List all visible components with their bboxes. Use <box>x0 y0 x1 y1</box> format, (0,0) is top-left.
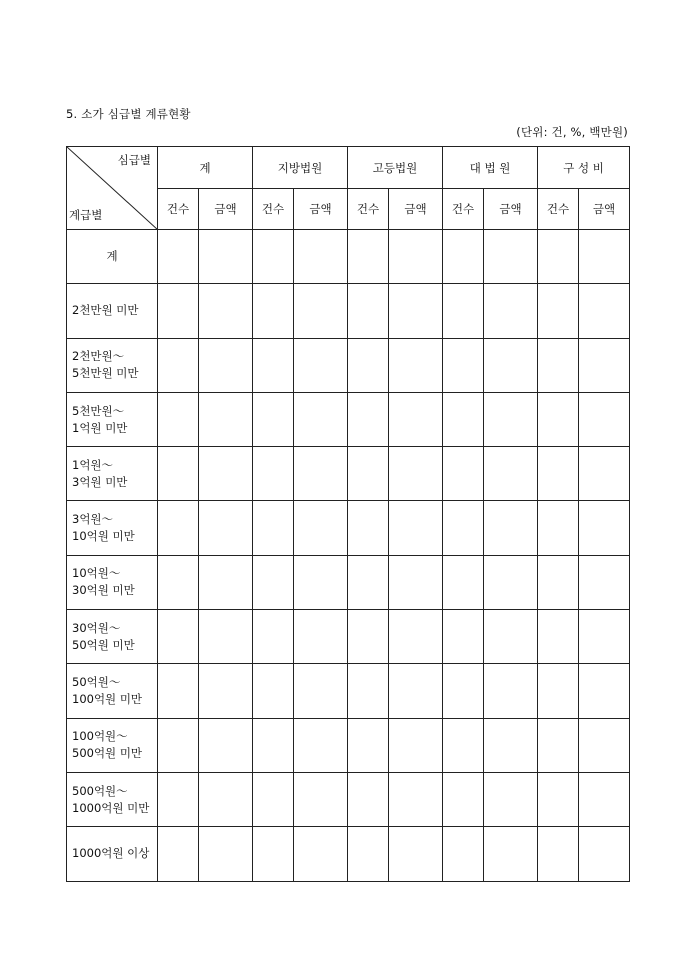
cell-amount <box>294 284 348 338</box>
cell-amount <box>199 338 253 392</box>
cell-count <box>538 392 579 446</box>
header-row-1 <box>67 147 630 189</box>
cell-count <box>443 555 484 609</box>
unit-note: (단위: 건, %, 백만원) <box>516 125 628 139</box>
subheader-count: 건수 <box>538 189 579 230</box>
cell-count <box>158 338 199 392</box>
cell-count <box>158 664 199 718</box>
cell-amount <box>199 555 253 609</box>
cell-amount <box>199 230 253 284</box>
subheader-amount: 금액 <box>579 189 630 230</box>
cell-count <box>443 610 484 664</box>
cell-amount <box>294 555 348 609</box>
cell-amount <box>579 284 630 338</box>
page-title: 5. 소가 심급별 계류현황 <box>66 107 191 121</box>
cell-amount <box>294 338 348 392</box>
cell-count <box>443 338 484 392</box>
cell-amount <box>484 827 538 881</box>
cell-count <box>443 284 484 338</box>
cell-count <box>538 230 579 284</box>
cell-count <box>158 447 199 501</box>
cell-count <box>348 610 389 664</box>
cell-amount <box>484 392 538 446</box>
row-label-line2: 1000억원 미만 <box>72 800 150 815</box>
cell-count <box>348 392 389 446</box>
cell-amount <box>484 230 538 284</box>
cell-count <box>538 284 579 338</box>
cell-count <box>253 610 294 664</box>
subheader-amount: 금액 <box>389 189 443 230</box>
row-label-line1: 1억원～ <box>72 457 114 472</box>
cell-amount <box>294 447 348 501</box>
row-label-line1: 10억원～ <box>72 566 121 581</box>
cell-count <box>253 392 294 446</box>
cell-amount <box>484 338 538 392</box>
cell-amount <box>389 772 443 826</box>
row-label <box>67 555 158 609</box>
cell-amount <box>199 772 253 826</box>
cell-count <box>538 338 579 392</box>
cell-amount <box>389 392 443 446</box>
cell-count <box>348 284 389 338</box>
subheader-count: 건수 <box>348 189 389 230</box>
cell-amount <box>389 827 443 881</box>
subheader-amount: 금액 <box>199 189 253 230</box>
row-label-line2: 5천만원 미만 <box>72 366 139 381</box>
cell-amount <box>484 718 538 772</box>
cell-amount <box>389 664 443 718</box>
cell-amount <box>484 772 538 826</box>
cell-count <box>253 447 294 501</box>
cell-amount <box>484 501 538 555</box>
cell-amount <box>294 827 348 881</box>
row-label-line1: 2천만원～ <box>72 349 125 364</box>
cell-amount <box>579 501 630 555</box>
row-label-line1: 5천만원～ <box>72 403 125 418</box>
cell-count <box>348 501 389 555</box>
cell-amount <box>389 718 443 772</box>
cell-amount <box>294 392 348 446</box>
cell-amount <box>484 610 538 664</box>
cell-count <box>253 827 294 881</box>
table-row <box>67 664 630 718</box>
cell-count <box>538 772 579 826</box>
cell-amount <box>579 230 630 284</box>
cell-amount <box>294 772 348 826</box>
cell-amount <box>579 338 630 392</box>
col-header-district-court: 지방법원 <box>253 147 348 189</box>
row-label-line2: 10억원 미만 <box>72 529 135 544</box>
cell-amount <box>199 610 253 664</box>
corner-column-label: 심급별 <box>117 153 151 167</box>
cell-amount <box>294 718 348 772</box>
table-row <box>67 230 630 284</box>
table-row <box>67 827 630 881</box>
cell-amount <box>579 392 630 446</box>
cell-count <box>158 718 199 772</box>
cell-count <box>158 392 199 446</box>
row-label <box>67 772 158 826</box>
cell-count <box>443 718 484 772</box>
row-label <box>67 501 158 555</box>
row-label-line1: 3억원～ <box>72 512 114 527</box>
cell-count <box>253 338 294 392</box>
cell-count <box>443 827 484 881</box>
cell-count <box>443 772 484 826</box>
cell-count <box>538 610 579 664</box>
cell-count <box>538 501 579 555</box>
cell-amount <box>389 338 443 392</box>
cell-count <box>538 555 579 609</box>
cell-amount <box>484 447 538 501</box>
row-label-line2: 1억원 미만 <box>72 420 128 435</box>
cell-count <box>253 501 294 555</box>
row-label <box>67 718 158 772</box>
table-row <box>67 338 630 392</box>
row-label <box>67 392 158 446</box>
col-header-composition-ratio: 구 성 비 <box>538 147 630 189</box>
cell-count <box>158 501 199 555</box>
row-label-line1: 1000억원 이상 <box>72 846 150 861</box>
cell-count <box>538 718 579 772</box>
row-label-line1: 100억원～ <box>72 729 128 744</box>
subheader-count: 건수 <box>443 189 484 230</box>
row-label-line1: 50억원～ <box>72 675 121 690</box>
cell-amount <box>389 610 443 664</box>
cell-amount <box>484 284 538 338</box>
row-label-line1: 계 <box>106 249 118 264</box>
cell-count <box>348 230 389 284</box>
table-row <box>67 610 630 664</box>
subheader-amount: 금액 <box>484 189 538 230</box>
row-label-line1: 30억원～ <box>72 620 121 635</box>
cell-amount <box>579 610 630 664</box>
subheader-amount: 금액 <box>294 189 348 230</box>
cell-amount <box>484 555 538 609</box>
cell-amount <box>389 284 443 338</box>
row-label-line1: 2천만원 미만 <box>72 303 139 318</box>
cell-count <box>253 664 294 718</box>
cell-count <box>158 610 199 664</box>
col-header-high-court: 고등법원 <box>348 147 443 189</box>
table-row <box>67 718 630 772</box>
cell-count <box>158 827 199 881</box>
cell-amount <box>579 555 630 609</box>
cell-count <box>348 827 389 881</box>
cell-count <box>348 718 389 772</box>
col-header-supreme-court: 대 법 원 <box>443 147 538 189</box>
cell-amount <box>199 284 253 338</box>
cell-count <box>348 555 389 609</box>
cell-amount <box>199 718 253 772</box>
table-row <box>67 555 630 609</box>
cell-count <box>538 664 579 718</box>
row-label-line2: 100억원 미만 <box>72 692 143 707</box>
cell-count <box>253 284 294 338</box>
row-label <box>67 284 158 338</box>
row-label-line2: 3억원 미만 <box>72 474 128 489</box>
row-label-line2: 30억원 미만 <box>72 583 135 598</box>
row-label-line2: 50억원 미만 <box>72 637 135 652</box>
cell-count <box>348 664 389 718</box>
cell-count <box>443 230 484 284</box>
row-label <box>67 610 158 664</box>
cell-amount <box>579 447 630 501</box>
table-row <box>67 501 630 555</box>
cell-amount <box>579 827 630 881</box>
table-row <box>67 392 630 446</box>
cell-amount <box>199 501 253 555</box>
cell-count <box>443 392 484 446</box>
cell-count <box>158 284 199 338</box>
cell-count <box>443 664 484 718</box>
cell-amount <box>294 501 348 555</box>
row-label-line2: 500억원 미만 <box>72 746 143 761</box>
cell-amount <box>199 827 253 881</box>
table-row <box>67 772 630 826</box>
cell-amount <box>389 555 443 609</box>
cell-count <box>348 338 389 392</box>
cell-amount <box>579 664 630 718</box>
cell-count <box>443 501 484 555</box>
cell-count <box>348 772 389 826</box>
cell-count <box>158 230 199 284</box>
cell-amount <box>389 230 443 284</box>
cell-amount <box>294 610 348 664</box>
cell-amount <box>199 392 253 446</box>
cell-amount <box>389 501 443 555</box>
cell-count <box>538 447 579 501</box>
cell-count <box>253 772 294 826</box>
cell-amount <box>199 664 253 718</box>
subheader-count: 건수 <box>158 189 199 230</box>
cell-count <box>253 718 294 772</box>
subheader-count: 건수 <box>253 189 294 230</box>
row-label <box>67 447 158 501</box>
cell-count <box>253 555 294 609</box>
cell-count <box>253 230 294 284</box>
corner-row-label: 계급별 <box>69 208 103 222</box>
cell-amount <box>294 664 348 718</box>
table-row <box>67 284 630 338</box>
cell-amount <box>579 772 630 826</box>
cell-count <box>538 827 579 881</box>
corner-cell <box>67 147 158 230</box>
pending-cases-table <box>66 146 630 882</box>
row-label-line1: 500억원～ <box>72 783 128 798</box>
cell-amount <box>484 664 538 718</box>
cell-count <box>158 555 199 609</box>
col-header-total: 계 <box>158 147 253 189</box>
cell-count <box>158 772 199 826</box>
row-label <box>67 230 158 284</box>
row-label <box>67 664 158 718</box>
cell-amount <box>199 447 253 501</box>
cell-amount <box>294 230 348 284</box>
cell-count <box>443 447 484 501</box>
cell-amount <box>579 718 630 772</box>
row-label <box>67 338 158 392</box>
cell-count <box>348 447 389 501</box>
row-label <box>67 827 158 881</box>
cell-amount <box>389 447 443 501</box>
table-row <box>67 447 630 501</box>
